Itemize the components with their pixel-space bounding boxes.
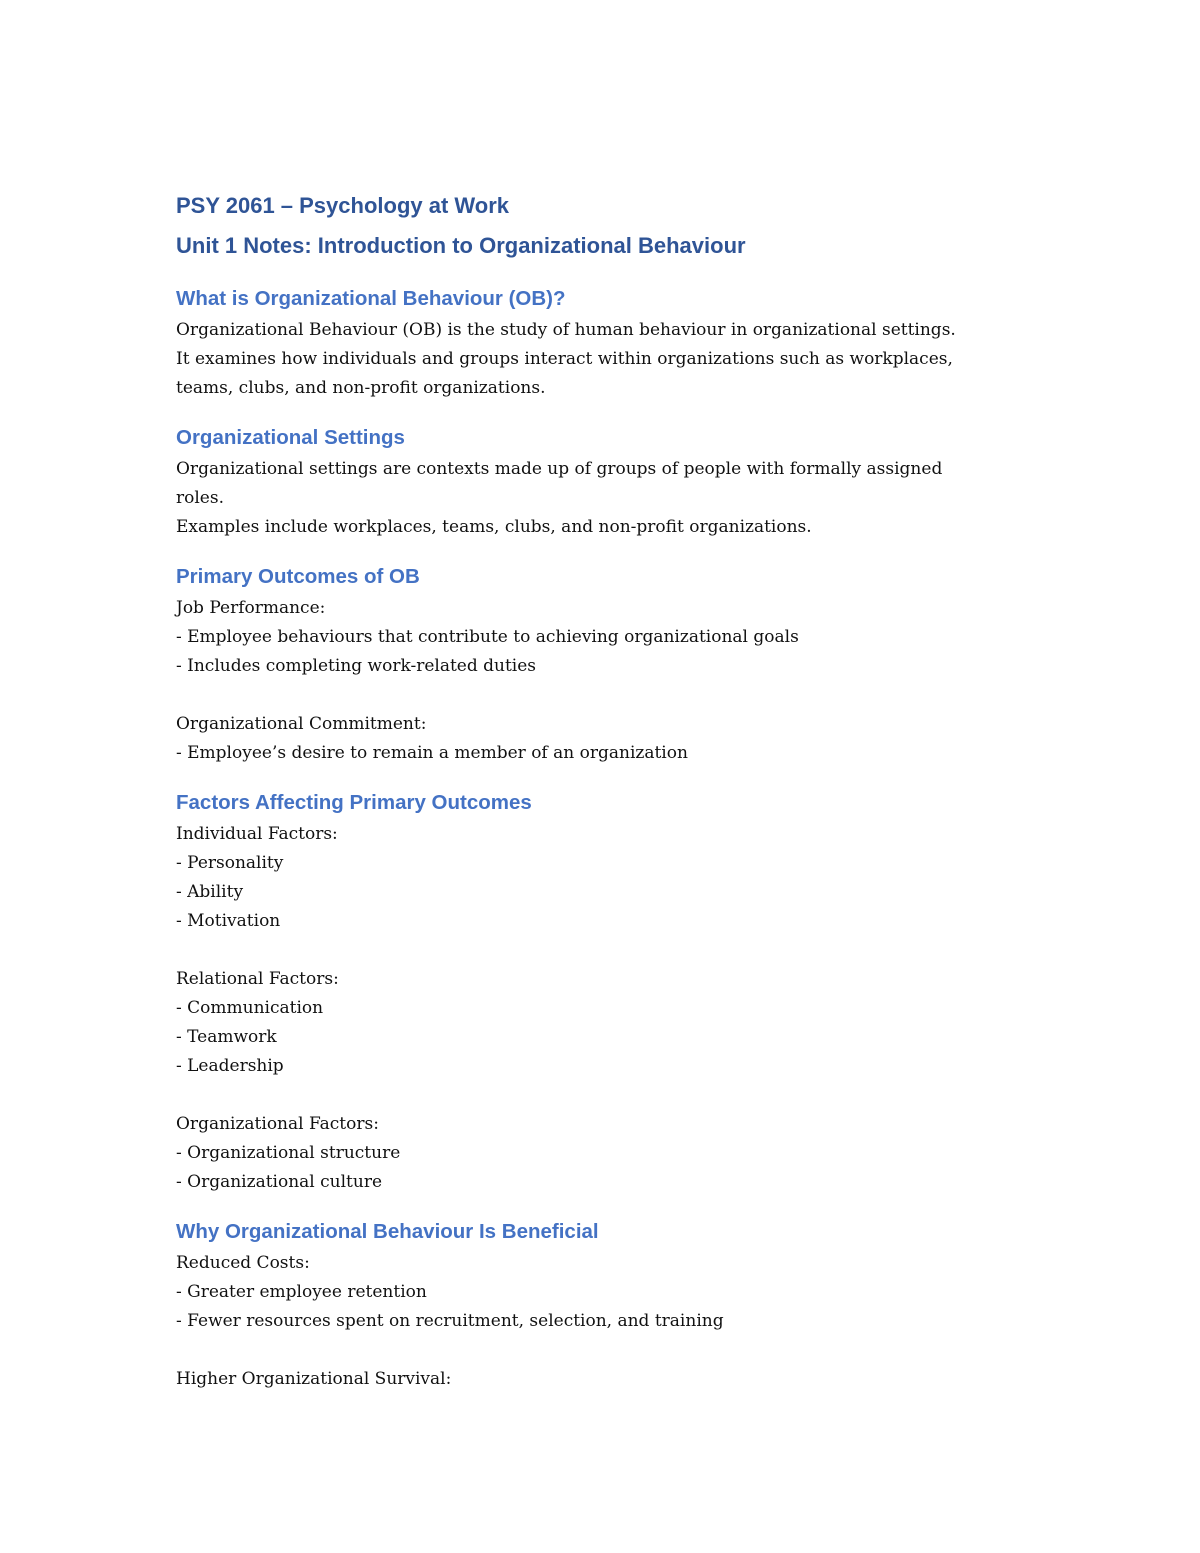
group-label: Reduced Costs: <box>176 1253 310 1273</box>
section-heading: What is Organizational Behaviour (OB)? <box>176 287 566 310</box>
group-label: Organizational Commitment: <box>176 714 427 734</box>
list-item: - Personality <box>176 853 284 873</box>
group-label: Relational Factors: <box>176 969 339 989</box>
section-heading: Why Organizational Behaviour Is Beneficial <box>176 1220 599 1243</box>
list-item: - Includes completing work-related duties <box>176 656 537 676</box>
list-item: - Ability <box>176 882 244 902</box>
section-primary-outcomes <box>176 560 1036 768</box>
spacer <box>176 1081 1036 1110</box>
section-factors <box>176 786 1036 1197</box>
list-item: - Leadership <box>176 1056 284 1076</box>
section-heading: Organizational Settings <box>176 426 405 449</box>
section-beneficial <box>176 1215 1036 1394</box>
list-item: - Organizational structure <box>176 1143 401 1163</box>
list-item: - Organizational culture <box>176 1172 383 1192</box>
paragraph-line: Organizational settings are contexts made up of groups of people with formally assigned <box>176 459 943 479</box>
section-what-is-ob <box>176 282 1036 403</box>
section-heading: Factors Affecting Primary Outcomes <box>176 791 532 814</box>
list-item: - Motivation <box>176 911 281 931</box>
spacer <box>176 936 1036 965</box>
paragraph-line: roles. <box>176 488 224 508</box>
group-label: Organizational Factors: <box>176 1114 379 1134</box>
list-item: - Greater employee retention <box>176 1282 427 1302</box>
document-subtitle: Unit 1 Notes: Introduction to Organizational Behaviour <box>176 233 746 258</box>
document-title: PSY 2061 – Psychology at Work <box>176 193 510 218</box>
section-organizational-settings <box>176 421 1036 542</box>
paragraph-line: Organizational Behaviour (OB) is the study of human behaviour in organizational settings. <box>176 320 956 340</box>
list-item: - Employee’s desire to remain a member of an organization <box>176 743 688 763</box>
group-label: Higher Organizational Survival: <box>176 1369 452 1389</box>
group-label: Individual Factors: <box>176 824 338 844</box>
list-item: - Teamwork <box>176 1027 277 1047</box>
section-heading: Primary Outcomes of OB <box>176 565 420 588</box>
list-item: - Communication <box>176 998 324 1018</box>
paragraph-line: It examines how individuals and groups interact within organizations such as workplaces, <box>176 349 953 369</box>
group-label: Job Performance: <box>176 598 326 618</box>
spacer <box>176 1336 1036 1365</box>
document-body <box>176 188 1036 1394</box>
list-item: - Employee behaviours that contribute to achieving organizational goals <box>176 627 799 647</box>
paragraph-line: teams, clubs, and non-profit organizations. <box>176 378 546 398</box>
paragraph-line: Examples include workplaces, teams, clubs, and non-profit organizations. <box>176 517 812 537</box>
spacer <box>176 681 1036 710</box>
list-item: - Fewer resources spent on recruitment, selection, and training <box>176 1311 724 1331</box>
